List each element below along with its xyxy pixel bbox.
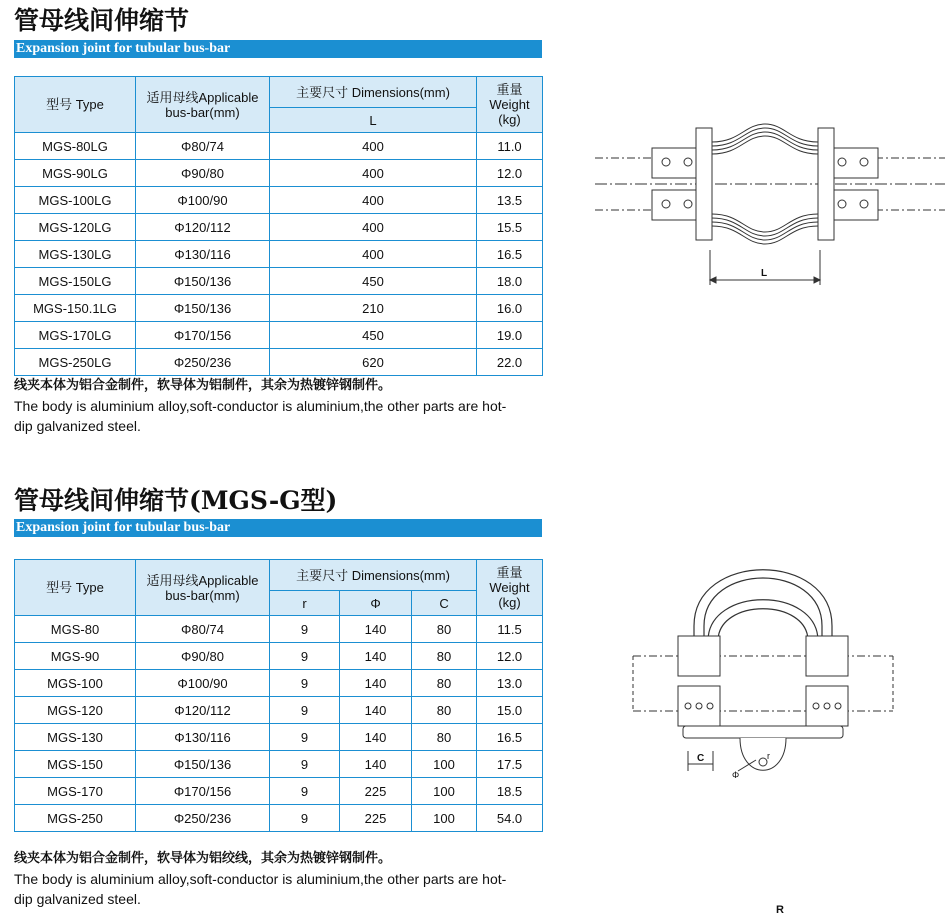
cell-C: 80: [412, 697, 477, 724]
header-applicable-en: bus-bar(mm): [165, 104, 240, 120]
cell-L: 400: [270, 160, 477, 187]
cell-C: 80: [412, 643, 477, 670]
cell-weight: 17.5: [477, 751, 543, 778]
cell-weight: 12.0: [477, 643, 543, 670]
header-applicable: [136, 77, 270, 133]
header-r: r: [270, 591, 340, 616]
cell-weight: 16.5: [477, 724, 543, 751]
header-weight-en: Weight: [489, 580, 530, 595]
cell-type: MGS-170LG: [15, 322, 136, 349]
cell-L: 620: [270, 349, 477, 376]
cell-busbar: Φ150/136: [136, 295, 270, 322]
cell-type: MGS-100LG: [15, 187, 136, 214]
table-row: [15, 805, 543, 832]
cell-weight: 18.0: [477, 268, 543, 295]
cell-r: 9: [270, 805, 340, 832]
header-L: L: [270, 108, 477, 133]
section1-spec-table: [14, 76, 543, 376]
header-dimensions: 主要尺寸 Dimensions(mm): [270, 77, 477, 108]
header-applicable-cn: 适用母线Applicable: [146, 572, 259, 588]
cell-weight: 15.5: [477, 214, 543, 241]
cell-L: 400: [270, 133, 477, 160]
cell-type: MGS-80: [15, 616, 136, 643]
header-weight-cn: 重量: [496, 565, 523, 580]
cell-busbar: Φ120/112: [136, 214, 270, 241]
table-row: [15, 349, 543, 376]
cell-L: 450: [270, 322, 477, 349]
cell-L: 400: [270, 187, 477, 214]
cell-type: MGS-170: [15, 778, 136, 805]
cell-type: MGS-130: [15, 724, 136, 751]
section1-subtitle-bar: Expansion joint for tubular bus-bar: [14, 40, 542, 58]
header-applicable-cn: 适用母线Applicable: [146, 89, 259, 105]
cell-r: 9: [270, 670, 340, 697]
cell-r: 9: [270, 697, 340, 724]
cell-type: MGS-90: [15, 643, 136, 670]
header-phi: Φ: [340, 591, 412, 616]
cell-type: MGS-150LG: [15, 268, 136, 295]
section2-spec-table: [14, 559, 543, 832]
cell-L: 210: [270, 295, 477, 322]
cell-busbar: Φ120/112: [136, 697, 270, 724]
section2-title: 管母线间伸缩节(MGS-G型): [14, 486, 338, 515]
header-C: C: [412, 591, 477, 616]
dimension-phi-label: Φ: [732, 770, 740, 780]
cell-weight: 16.0: [477, 295, 543, 322]
cell-C: 80: [412, 724, 477, 751]
cell-r: 9: [270, 643, 340, 670]
cell-phi: 140: [340, 643, 412, 670]
table-row: [15, 268, 543, 295]
cell-C: 80: [412, 670, 477, 697]
cell-type: MGS-100: [15, 670, 136, 697]
section1-title: 管母线间伸缩节: [14, 6, 190, 35]
cell-C: 100: [412, 751, 477, 778]
cell-weight: 13.5: [477, 187, 543, 214]
cell-C: 100: [412, 778, 477, 805]
cell-busbar: Φ100/90: [136, 187, 270, 214]
cell-weight: 16.5: [477, 241, 543, 268]
cell-busbar: Φ100/90: [136, 670, 270, 697]
cell-r: 9: [270, 616, 340, 643]
cell-weight: 11.5: [477, 616, 543, 643]
section2-note: [14, 849, 554, 909]
cell-phi: 140: [340, 670, 412, 697]
cell-C: 80: [412, 616, 477, 643]
cell-phi: 225: [340, 778, 412, 805]
section1-note-en-2: dip galvanized steel.: [14, 418, 141, 434]
cell-phi: 140: [340, 697, 412, 724]
cell-type: MGS-120: [15, 697, 136, 724]
cell-type: MGS-120LG: [15, 214, 136, 241]
section2-note-en-2: dip galvanized steel.: [14, 891, 141, 907]
cell-busbar: Φ130/116: [136, 241, 270, 268]
expansion-joint-diagram: [590, 120, 950, 300]
cell-busbar: Φ250/236: [136, 805, 270, 832]
cell-type: MGS-250LG: [15, 349, 136, 376]
table-row: [15, 322, 543, 349]
header-applicable-en: bus-bar(mm): [165, 587, 240, 603]
table-row: [15, 697, 543, 724]
cell-weight: 15.0: [477, 697, 543, 724]
header-type: 型号 Type: [15, 77, 136, 133]
cell-busbar: Φ90/80: [136, 160, 270, 187]
cell-busbar: Φ170/156: [136, 778, 270, 805]
cell-busbar: Φ150/136: [136, 268, 270, 295]
cell-weight: 22.0: [477, 349, 543, 376]
cell-busbar: Φ90/80: [136, 643, 270, 670]
header-weight-unit: (kg): [498, 112, 521, 127]
cell-weight: 18.5: [477, 778, 543, 805]
header-applicable: [136, 560, 270, 616]
cell-busbar: Φ80/74: [136, 616, 270, 643]
cell-phi: 225: [340, 805, 412, 832]
cell-r: 9: [270, 724, 340, 751]
cell-phi: 140: [340, 751, 412, 778]
section1-note-en-1: The body is aluminium alloy,soft-conductor is aluminium,the other parts are hot-: [14, 398, 507, 414]
table-row: [15, 214, 543, 241]
header-weight: [477, 560, 543, 616]
cell-phi: 140: [340, 724, 412, 751]
cell-busbar: Φ150/136: [136, 751, 270, 778]
table-row: [15, 670, 543, 697]
section2-note-en-1: The body is aluminium alloy,soft-conductor is aluminium,the other parts are hot-: [14, 871, 507, 887]
dimension-r-label: r: [767, 751, 770, 761]
cell-type: MGS-130LG: [15, 241, 136, 268]
section1-note-cn: 线夹本体为铝合金制件，软导体为铝制件，其余为热镀锌钢制件。: [14, 378, 392, 393]
cell-type: MGS-150: [15, 751, 136, 778]
table-row: [15, 133, 543, 160]
cell-busbar: Φ250/236: [136, 349, 270, 376]
section1-note: [14, 376, 554, 436]
table-row: [15, 241, 543, 268]
table-row: [15, 616, 543, 643]
cell-type: MGS-90LG: [15, 160, 136, 187]
cell-weight: 13.0: [477, 670, 543, 697]
header-weight-unit: (kg): [498, 595, 521, 610]
cell-C: 100: [412, 805, 477, 832]
cell-r: 9: [270, 778, 340, 805]
cell-L: 450: [270, 268, 477, 295]
dimension-C-label: C: [697, 753, 705, 764]
cell-type: MGS-150.1LG: [15, 295, 136, 322]
cell-busbar: Φ130/116: [136, 724, 270, 751]
table-row: [15, 751, 543, 778]
cell-L: 400: [270, 241, 477, 268]
section2-note-cn: 线夹本体为铝合金制件，软导体为铝绞线，其余为热镀锌钢制件。: [14, 851, 392, 866]
header-weight: [477, 77, 543, 133]
header-type: 型号 Type: [15, 560, 136, 616]
header-dimensions: 主要尺寸 Dimensions(mm): [270, 560, 477, 591]
header-weight-cn: 重量: [496, 82, 523, 97]
dimension-L-label: L: [761, 268, 768, 279]
table-row: [15, 160, 543, 187]
cell-L: 400: [270, 214, 477, 241]
table-row: [15, 295, 543, 322]
header-weight-en: Weight: [489, 97, 530, 112]
cell-type: MGS-250: [15, 805, 136, 832]
footer-mark: R: [776, 904, 784, 916]
cell-busbar: Φ170/156: [136, 322, 270, 349]
table-row: [15, 187, 543, 214]
cell-phi: 140: [340, 616, 412, 643]
cell-busbar: Φ80/74: [136, 133, 270, 160]
section2-subtitle-bar: Expansion joint for tubular bus-bar: [14, 519, 542, 537]
cell-weight: 11.0: [477, 133, 543, 160]
table-row: [15, 778, 543, 805]
cell-type: MGS-80LG: [15, 133, 136, 160]
cell-weight: 54.0: [477, 805, 543, 832]
table-row: [15, 643, 543, 670]
table-row: [15, 724, 543, 751]
cell-weight: 12.0: [477, 160, 543, 187]
cell-r: 9: [270, 751, 340, 778]
cell-weight: 19.0: [477, 322, 543, 349]
mgs-g-joint-diagram: [628, 556, 898, 786]
